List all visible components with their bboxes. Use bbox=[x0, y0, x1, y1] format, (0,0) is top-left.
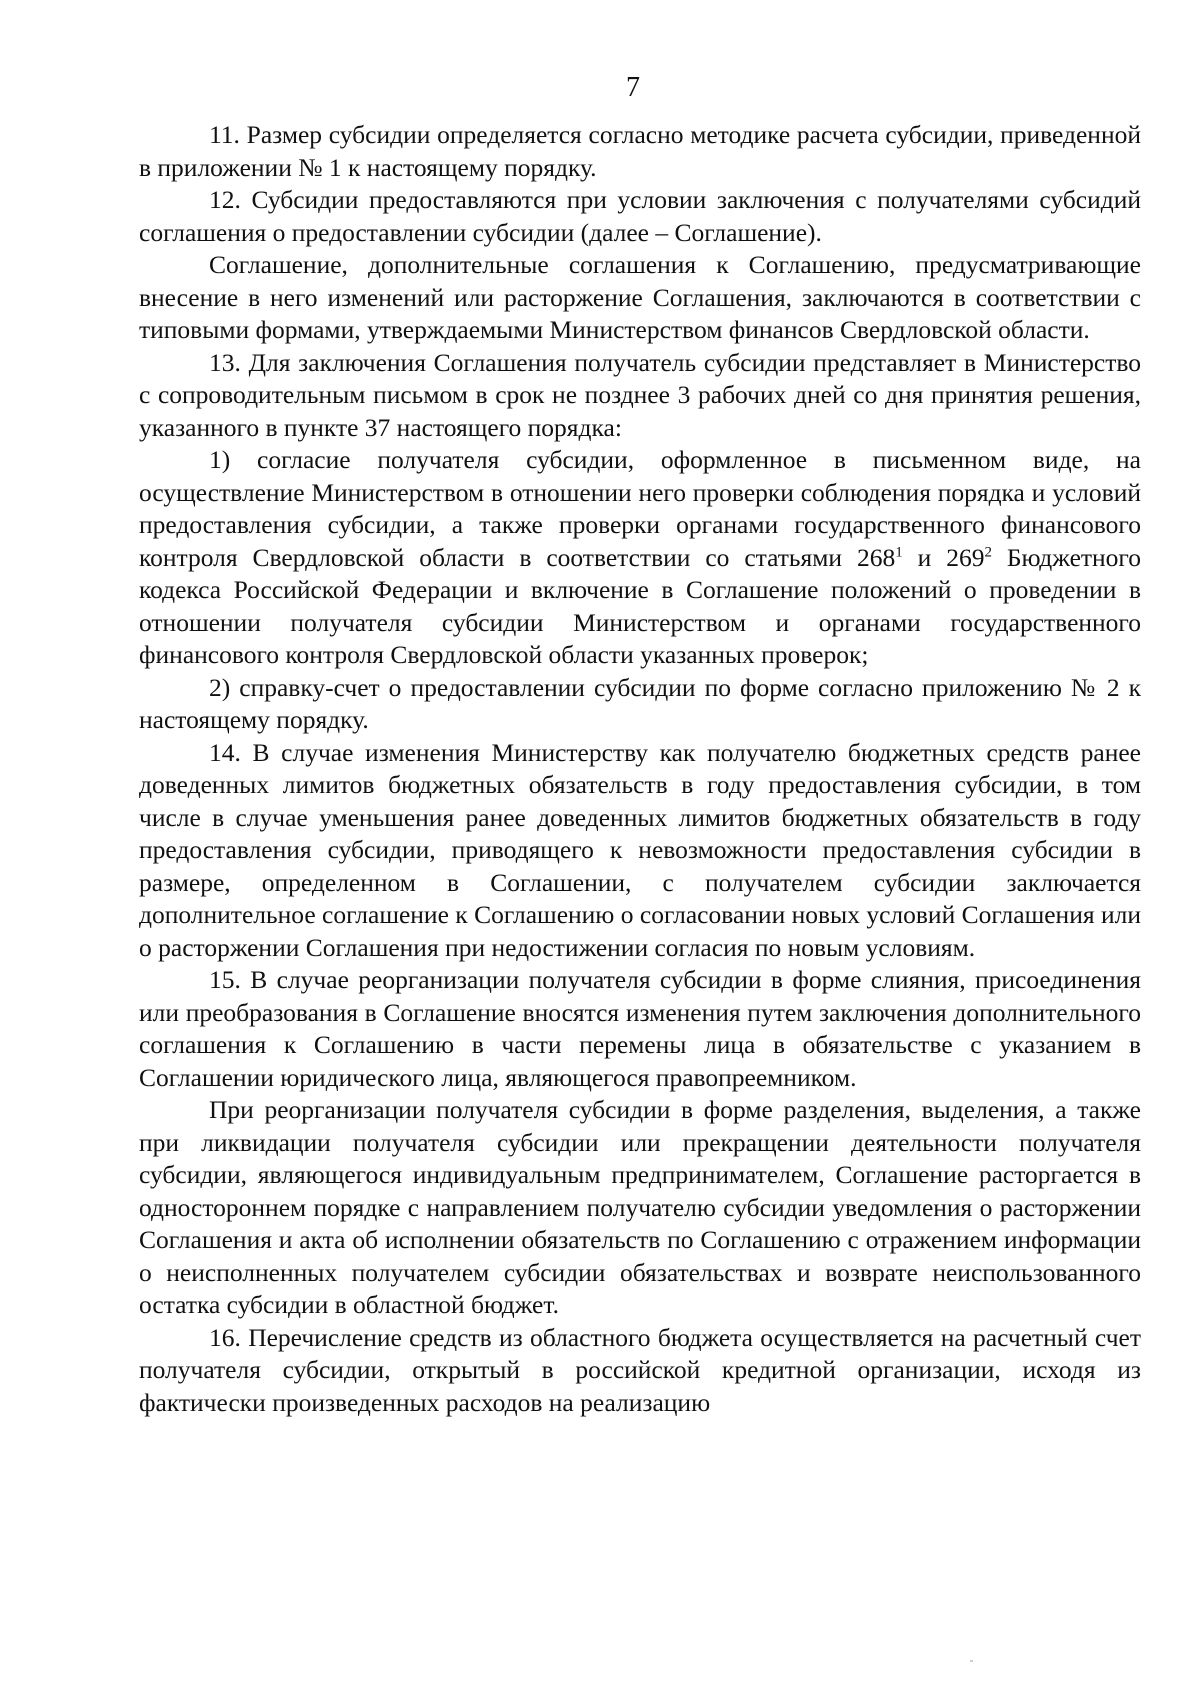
item-1-text-middle: и 269 bbox=[902, 542, 985, 572]
page-number: 7 bbox=[626, 72, 640, 103]
item-1-text-start: 1) согласие получателя субсидии, оформленное в письменном виде, на осуществление Министерством в отношении него проверки соблюдения порядка и условий предоставления субсидии, а также проверки органами государственного финансового контроля Свердловской области в соответствии со статьями 268 bbox=[139, 445, 1141, 572]
paragraph-11: 11. Размер субсидии определяется согласно методике расчета субсидии, приведенной в приложении № 1 к настоящему порядку. bbox=[139, 120, 1141, 182]
paragraph-12-agreement: Соглашение, дополнительные соглашения к Соглашению, предусматривающие внесение в него изменений или расторжение Соглашения, заключаются в соответствии с типовыми формами, утверждаемыми Министерством финансов Свердловской области. bbox=[139, 250, 1141, 344]
paragraph-13: 13. Для заключения Соглашения получатель субсидии представляет в Министерство с сопроводительным письмом в срок не позднее 3 рабочих дней со дня принятия решения, указанного в пункте 37 настоящего порядка: bbox=[139, 347, 1141, 442]
paragraph-15-reorganization: При реорганизации получателя субсидии в форме разделения, выделения, а также при ликвидации получателя субсидии или прекращении деятельности получателя субсидии, являющегося индивидуальным предпринимателем, Соглашение расторгается в одностороннем порядке с направлением получателю субсидии уведомления о расторжении Соглашения и акта об исполнении обязательств по Соглашению с отражением информации о неисполненных получателем субсидии обязательствах и возврате неиспользованного остатка субсидии в областной бюджет. bbox=[139, 1095, 1141, 1319]
scan-speck bbox=[970, 1660, 973, 1662]
paragraph-12: 12. Субсидии предоставляются при условии заключения с получателями субсидий соглашения о предоставлении субсидии (далее – Соглашение). bbox=[139, 185, 1141, 247]
item-1-text-end: Бюджетного кодекса Российской Федерации и включение в Соглашение положений о проведении в отношении получателя субсидии Министерством и органами государственного финансового контроля Свердловской области указанных проверок; bbox=[139, 542, 1141, 669]
paragraph-13-item-1 bbox=[139, 444, 1141, 672]
paragraph-13-item-2: 2) справку-счет о предоставлении субсидии по форме согласно приложению № 2 к настоящему порядку. bbox=[139, 672, 1141, 734]
paragraph-15: 15. В случае реорганизации получателя субсидии в форме слияния, присоединения или преобразования в Соглашение вносятся изменения путем заключения дополнительного соглашения к Соглашению в части перемены лица в обязательстве с указанием в Соглашении юридического лица, являющегося правопреемником. bbox=[139, 965, 1141, 1092]
paragraph-14: 14. В случае изменения Министерству как получателю бюджетных средств ранее доведенных лимитов бюджетных обязательств в году предоставления субсидии, в том числе в случае уменьшения ранее доведенных лимитов бюджетных обязательств в году предоставления субсидии, приводящего к невозможности предоставления субсидии в размере, определенном в Соглашении, с получателем субсидии заключается дополнительное соглашение к Соглашению о согласовании новых условий Соглашения или о расторжении Соглашения при недостижении согласия по новым условиям. bbox=[139, 737, 1141, 962]
document-body bbox=[139, 119, 1141, 1419]
superscript-2: 2 bbox=[984, 544, 992, 560]
paragraph-16: 16. Перечисление средств из областного бюджета осуществляется на расчетный счет получателя субсидии, открытый в российской кредитной организации, исходя из фактически произведенных расходов на реализацию bbox=[139, 1322, 1141, 1417]
superscript-1: 1 bbox=[895, 544, 903, 560]
